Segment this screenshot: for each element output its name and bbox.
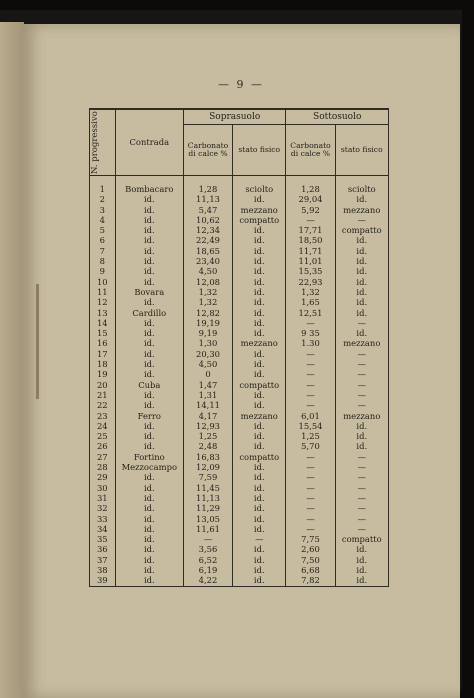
- cell-stato-sotto: id.: [335, 575, 388, 586]
- cell-contrada: id.: [115, 575, 183, 586]
- cell-stato-sopra: compatto: [233, 215, 286, 225]
- cell-contrada: id.: [115, 266, 183, 276]
- table-row: [90, 225, 389, 235]
- table-row: [90, 441, 389, 451]
- cell-contrada: id.: [115, 246, 183, 256]
- cell-contrada: Ferro: [115, 411, 183, 421]
- table-row: [90, 575, 389, 586]
- cell-n: 39: [90, 575, 116, 586]
- cell-carbonato-sopra: 11,13: [183, 194, 232, 204]
- cell-contrada: id.: [115, 565, 183, 575]
- cell-n: 12: [90, 297, 116, 307]
- cell-contrada: id.: [115, 534, 183, 544]
- cell-carbonato-sotto: 11,01: [286, 256, 335, 266]
- cell-carbonato-sopra: 22,49: [183, 235, 232, 245]
- table-row: [90, 246, 389, 256]
- cell-carbonato-sopra: 2,48: [183, 441, 232, 451]
- cell-contrada: id.: [115, 503, 183, 513]
- cell-stato-sopra: compatto: [233, 452, 286, 462]
- table-row: [90, 544, 389, 554]
- cell-stato-sopra: id.: [233, 462, 286, 472]
- cell-carbonato-sotto: 18,50: [286, 235, 335, 245]
- cell-n: 19: [90, 369, 116, 379]
- cell-stato-sotto: id.: [335, 308, 388, 318]
- cell-n: 27: [90, 452, 116, 462]
- left-page-edge: [0, 22, 24, 698]
- cell-stato-sotto: —: [335, 400, 388, 410]
- cell-stato-sotto: id.: [335, 328, 388, 338]
- cell-carbonato-sotto: 7,50: [286, 555, 335, 565]
- header-sottosuolo: Sottosuolo: [286, 109, 389, 125]
- table-body: [90, 176, 389, 587]
- cell-stato-sotto: id.: [335, 297, 388, 307]
- cell-carbonato-sopra: 20,30: [183, 349, 232, 359]
- table-row: [90, 349, 389, 359]
- cell-contrada: id.: [115, 441, 183, 451]
- table-row: [90, 277, 389, 287]
- cell-carbonato-sopra: 11,13: [183, 493, 232, 503]
- cell-carbonato-sotto: —: [286, 483, 335, 493]
- table-row: [90, 338, 389, 348]
- cell-contrada: id.: [115, 390, 183, 400]
- cell-contrada: id.: [115, 349, 183, 359]
- cell-contrada: id.: [115, 524, 183, 534]
- cell-contrada: id.: [115, 544, 183, 554]
- cell-contrada: id.: [115, 194, 183, 204]
- cell-stato-sotto: mezzano: [335, 205, 388, 215]
- table-row: [90, 215, 389, 225]
- cell-carbonato-sotto: —: [286, 452, 335, 462]
- cell-n: 29: [90, 472, 116, 482]
- cell-contrada: id.: [115, 256, 183, 266]
- cell-carbonato-sopra: 14,11: [183, 400, 232, 410]
- book-page: [22, 24, 460, 698]
- cell-carbonato-sotto: 22,93: [286, 277, 335, 287]
- cell-carbonato-sopra: 23,40: [183, 256, 232, 266]
- header-n-progressivo: N. progressivo: [90, 109, 116, 176]
- cell-stato-sopra: mezzano: [233, 338, 286, 348]
- table-row: [90, 328, 389, 338]
- cell-stato-sotto: —: [335, 318, 388, 328]
- cell-carbonato-sopra: 1,30: [183, 338, 232, 348]
- table-row: [90, 555, 389, 565]
- cell-stato-sotto: —: [335, 472, 388, 482]
- cell-n: 38: [90, 565, 116, 575]
- cell-stato-sotto: —: [335, 349, 388, 359]
- cell-carbonato-sopra: —: [183, 534, 232, 544]
- cell-contrada: id.: [115, 328, 183, 338]
- cell-carbonato-sopra: 11,45: [183, 483, 232, 493]
- cell-contrada: id.: [115, 555, 183, 565]
- cell-n: 23: [90, 411, 116, 421]
- cell-stato-sotto: —: [335, 483, 388, 493]
- table-row: [90, 369, 389, 379]
- cell-contrada: id.: [115, 318, 183, 328]
- cell-stato-sopra: id.: [233, 555, 286, 565]
- cell-stato-sopra: id.: [233, 390, 286, 400]
- cell-contrada: id.: [115, 215, 183, 225]
- cell-n: 2: [90, 194, 116, 204]
- cell-stato-sotto: id.: [335, 194, 388, 204]
- cell-stato-sotto: compatto: [335, 225, 388, 235]
- cell-stato-sotto: —: [335, 503, 388, 513]
- cell-carbonato-sotto: 11,71: [286, 246, 335, 256]
- table-row: [90, 205, 389, 215]
- cell-carbonato-sopra: 11,29: [183, 503, 232, 513]
- table-row: [90, 483, 389, 493]
- cell-contrada: id.: [115, 338, 183, 348]
- cell-carbonato-sotto: —: [286, 472, 335, 482]
- cell-stato-sopra: compatto: [233, 380, 286, 390]
- cell-n: 33: [90, 514, 116, 524]
- cell-stato-sopra: id.: [233, 524, 286, 534]
- cell-stato-sopra: id.: [233, 318, 286, 328]
- cell-stato-sotto: —: [335, 380, 388, 390]
- cell-carbonato-sotto: —: [286, 359, 335, 369]
- page-number: — 9 —: [218, 78, 264, 91]
- cell-carbonato-sopra: 4,50: [183, 266, 232, 276]
- cell-carbonato-sotto: 6,68: [286, 565, 335, 575]
- cell-contrada: id.: [115, 400, 183, 410]
- cell-stato-sotto: —: [335, 215, 388, 225]
- cell-carbonato-sotto: 5,92: [286, 205, 335, 215]
- cell-contrada: Mezzocampo: [115, 462, 183, 472]
- cell-carbonato-sopra: 19,19: [183, 318, 232, 328]
- cell-n: 13: [90, 308, 116, 318]
- cell-n: 26: [90, 441, 116, 451]
- cell-contrada: id.: [115, 472, 183, 482]
- cell-contrada: id.: [115, 483, 183, 493]
- cell-contrada: Cardillo: [115, 308, 183, 318]
- cell-stato-sotto: id.: [335, 421, 388, 431]
- cell-carbonato-sopra: 4,22: [183, 575, 232, 586]
- cell-carbonato-sotto: 6,01: [286, 411, 335, 421]
- cell-carbonato-sotto: —: [286, 318, 335, 328]
- page-crease: [36, 284, 39, 399]
- cell-stato-sotto: —: [335, 369, 388, 379]
- cell-n: 21: [90, 390, 116, 400]
- cell-carbonato-sopra: 12,82: [183, 308, 232, 318]
- table-row: [90, 411, 389, 421]
- cell-carbonato-sopra: 12,34: [183, 225, 232, 235]
- cell-stato-sopra: sciolto: [233, 176, 286, 195]
- table-row: [90, 359, 389, 369]
- cell-stato-sopra: id.: [233, 277, 286, 287]
- table-row: [90, 308, 389, 318]
- header-carbonato-sopra: Carbonato di calce %: [183, 125, 232, 176]
- cell-stato-sopra: id.: [233, 287, 286, 297]
- table-row: [90, 176, 389, 195]
- cell-stato-sotto: compatto: [335, 534, 388, 544]
- cell-stato-sotto: id.: [335, 256, 388, 266]
- table-row: [90, 503, 389, 513]
- cell-stato-sotto: id.: [335, 287, 388, 297]
- cell-n: 11: [90, 287, 116, 297]
- cell-stato-sotto: id.: [335, 441, 388, 451]
- cell-carbonato-sotto: —: [286, 369, 335, 379]
- cell-stato-sopra: id.: [233, 235, 286, 245]
- cell-carbonato-sotto: —: [286, 524, 335, 534]
- cell-stato-sotto: id.: [335, 235, 388, 245]
- cell-stato-sopra: id.: [233, 431, 286, 441]
- cell-stato-sopra: id.: [233, 544, 286, 554]
- cell-stato-sopra: id.: [233, 328, 286, 338]
- cell-stato-sotto: —: [335, 390, 388, 400]
- cell-contrada: id.: [115, 205, 183, 215]
- cell-carbonato-sotto: —: [286, 514, 335, 524]
- cell-carbonato-sopra: 6,19: [183, 565, 232, 575]
- cell-n: 35: [90, 534, 116, 544]
- header-stato-sopra: stato fisico: [233, 125, 286, 176]
- cell-carbonato-sopra: 18,65: [183, 246, 232, 256]
- cell-n: 4: [90, 215, 116, 225]
- cell-carbonato-sotto: 1,65: [286, 297, 335, 307]
- table-row: [90, 565, 389, 575]
- cell-stato-sotto: —: [335, 514, 388, 524]
- cell-carbonato-sotto: 5,70: [286, 441, 335, 451]
- cell-carbonato-sopra: 9,19: [183, 328, 232, 338]
- cell-carbonato-sotto: 9 35: [286, 328, 335, 338]
- cell-contrada: id.: [115, 514, 183, 524]
- cell-carbonato-sotto: —: [286, 380, 335, 390]
- header-soprasuolo: Soprasuolo: [183, 109, 286, 125]
- cell-contrada: Fortino: [115, 452, 183, 462]
- cell-n: 5: [90, 225, 116, 235]
- cell-stato-sotto: id.: [335, 246, 388, 256]
- cell-stato-sopra: id.: [233, 225, 286, 235]
- table-row: [90, 287, 389, 297]
- cell-carbonato-sopra: 4,50: [183, 359, 232, 369]
- cell-carbonato-sotto: 7,82: [286, 575, 335, 586]
- cell-n: 6: [90, 235, 116, 245]
- cell-stato-sotto: id.: [335, 565, 388, 575]
- table-row: [90, 524, 389, 534]
- cell-n: 8: [90, 256, 116, 266]
- cell-stato-sotto: mezzano: [335, 338, 388, 348]
- cell-carbonato-sopra: 0: [183, 369, 232, 379]
- header-contrada: Contrada: [115, 109, 183, 176]
- cell-n: 32: [90, 503, 116, 513]
- cell-contrada: id.: [115, 369, 183, 379]
- cell-carbonato-sotto: 15,35: [286, 266, 335, 276]
- cell-stato-sotto: id.: [335, 555, 388, 565]
- cell-n: 20: [90, 380, 116, 390]
- cell-stato-sopra: mezzano: [233, 411, 286, 421]
- cell-carbonato-sopra: 13,05: [183, 514, 232, 524]
- cell-n: 10: [90, 277, 116, 287]
- cell-contrada: id.: [115, 493, 183, 503]
- cell-carbonato-sotto: 1,25: [286, 431, 335, 441]
- cell-stato-sopra: id.: [233, 194, 286, 204]
- table-row: [90, 194, 389, 204]
- table-row: [90, 534, 389, 544]
- cell-stato-sopra: id.: [233, 514, 286, 524]
- cell-contrada: id.: [115, 359, 183, 369]
- cell-contrada: id.: [115, 225, 183, 235]
- cell-carbonato-sotto: —: [286, 215, 335, 225]
- cell-contrada: Cuba: [115, 380, 183, 390]
- cell-carbonato-sotto: —: [286, 462, 335, 472]
- cell-carbonato-sopra: 16,83: [183, 452, 232, 462]
- cell-carbonato-sotto: 17,71: [286, 225, 335, 235]
- cell-carbonato-sotto: —: [286, 400, 335, 410]
- cell-carbonato-sopra: 10,62: [183, 215, 232, 225]
- cell-n: 1: [90, 176, 116, 195]
- cell-stato-sotto: id.: [335, 544, 388, 554]
- cell-carbonato-sopra: 5,47: [183, 205, 232, 215]
- cell-carbonato-sopra: 3,56: [183, 544, 232, 554]
- cell-stato-sopra: id.: [233, 369, 286, 379]
- table-row: [90, 452, 389, 462]
- cell-carbonato-sotto: —: [286, 503, 335, 513]
- cell-carbonato-sotto: 15,54: [286, 421, 335, 431]
- cell-stato-sotto: mezzano: [335, 411, 388, 421]
- cell-carbonato-sotto: —: [286, 349, 335, 359]
- cell-carbonato-sotto: 1,28: [286, 176, 335, 195]
- cell-carbonato-sopra: 7,59: [183, 472, 232, 482]
- cell-n: 16: [90, 338, 116, 348]
- table-row: [90, 400, 389, 410]
- cell-carbonato-sopra: 12,09: [183, 462, 232, 472]
- cell-stato-sopra: id.: [233, 472, 286, 482]
- cell-stato-sopra: id.: [233, 421, 286, 431]
- cell-n: 24: [90, 421, 116, 431]
- cell-stato-sopra: id.: [233, 297, 286, 307]
- cell-stato-sopra: id.: [233, 246, 286, 256]
- cell-contrada: id.: [115, 235, 183, 245]
- cell-contrada: id.: [115, 297, 183, 307]
- header-stato-sotto: stato fisico: [335, 125, 388, 176]
- cell-stato-sotto: —: [335, 462, 388, 472]
- cell-stato-sotto: id.: [335, 266, 388, 276]
- table-row: [90, 297, 389, 307]
- cell-stato-sopra: mezzano: [233, 205, 286, 215]
- table-row: [90, 493, 389, 503]
- cell-carbonato-sotto: 2,60: [286, 544, 335, 554]
- cell-carbonato-sopra: 1,32: [183, 287, 232, 297]
- cell-stato-sopra: id.: [233, 400, 286, 410]
- table-row: [90, 266, 389, 276]
- table-row: [90, 462, 389, 472]
- cell-carbonato-sotto: 12,51: [286, 308, 335, 318]
- cell-carbonato-sotto: 1.30: [286, 338, 335, 348]
- cell-contrada: id.: [115, 421, 183, 431]
- cell-carbonato-sopra: 1,47: [183, 380, 232, 390]
- cell-n: 17: [90, 349, 116, 359]
- cell-stato-sotto: id.: [335, 431, 388, 441]
- table-row: [90, 380, 389, 390]
- cell-stato-sopra: id.: [233, 308, 286, 318]
- cell-contrada: Bombacaro: [115, 176, 183, 195]
- cell-n: 30: [90, 483, 116, 493]
- cell-stato-sopra: id.: [233, 441, 286, 451]
- cell-carbonato-sopra: 1,25: [183, 431, 232, 441]
- cell-carbonato-sotto: 7,75: [286, 534, 335, 544]
- cell-carbonato-sopra: 1,32: [183, 297, 232, 307]
- header-carbonato-sotto: Carbonato di calce %: [286, 125, 335, 176]
- cell-stato-sopra: id.: [233, 359, 286, 369]
- cell-stato-sopra: id.: [233, 503, 286, 513]
- cell-stato-sopra: id.: [233, 266, 286, 276]
- cell-carbonato-sopra: 12,93: [183, 421, 232, 431]
- cell-carbonato-sotto: —: [286, 493, 335, 503]
- table-row: [90, 235, 389, 245]
- cell-contrada: id.: [115, 431, 183, 441]
- table-row: [90, 256, 389, 266]
- cell-carbonato-sopra: 11,61: [183, 524, 232, 534]
- cell-carbonato-sopra: 6,52: [183, 555, 232, 565]
- cell-carbonato-sotto: 29,04: [286, 194, 335, 204]
- cell-stato-sopra: id.: [233, 256, 286, 266]
- cell-stato-sopra: —: [233, 534, 286, 544]
- cell-n: 18: [90, 359, 116, 369]
- cell-n: 14: [90, 318, 116, 328]
- table-row: [90, 318, 389, 328]
- cell-carbonato-sopra: 12,08: [183, 277, 232, 287]
- cell-carbonato-sotto: 1,32: [286, 287, 335, 297]
- cell-n: 15: [90, 328, 116, 338]
- table-row: [90, 431, 389, 441]
- cell-stato-sotto: sciolto: [335, 176, 388, 195]
- table-row: [90, 421, 389, 431]
- cell-carbonato-sopra: 4,17: [183, 411, 232, 421]
- cell-n: 7: [90, 246, 116, 256]
- table-row: [90, 514, 389, 524]
- cell-stato-sotto: id.: [335, 277, 388, 287]
- cell-n: 9: [90, 266, 116, 276]
- cell-stato-sotto: —: [335, 524, 388, 534]
- cell-stato-sopra: id.: [233, 565, 286, 575]
- table-row: [90, 472, 389, 482]
- cell-n: 25: [90, 431, 116, 441]
- cell-stato-sopra: id.: [233, 575, 286, 586]
- table-row: [90, 390, 389, 400]
- cell-contrada: id.: [115, 277, 183, 287]
- cell-stato-sotto: —: [335, 493, 388, 503]
- cell-n: 22: [90, 400, 116, 410]
- cell-n: 37: [90, 555, 116, 565]
- cell-n: 31: [90, 493, 116, 503]
- cell-n: 3: [90, 205, 116, 215]
- cell-carbonato-sopra: 1,31: [183, 390, 232, 400]
- cell-stato-sopra: id.: [233, 349, 286, 359]
- cell-n: 34: [90, 524, 116, 534]
- cell-n: 28: [90, 462, 116, 472]
- cell-stato-sotto: —: [335, 359, 388, 369]
- cell-n: 36: [90, 544, 116, 554]
- cell-stato-sopra: id.: [233, 493, 286, 503]
- cell-carbonato-sotto: —: [286, 390, 335, 400]
- cell-contrada: Bovara: [115, 287, 183, 297]
- soil-analysis-table: [89, 108, 389, 587]
- cell-stato-sopra: id.: [233, 483, 286, 493]
- cell-stato-sotto: —: [335, 452, 388, 462]
- cell-carbonato-sopra: 1,28: [183, 176, 232, 195]
